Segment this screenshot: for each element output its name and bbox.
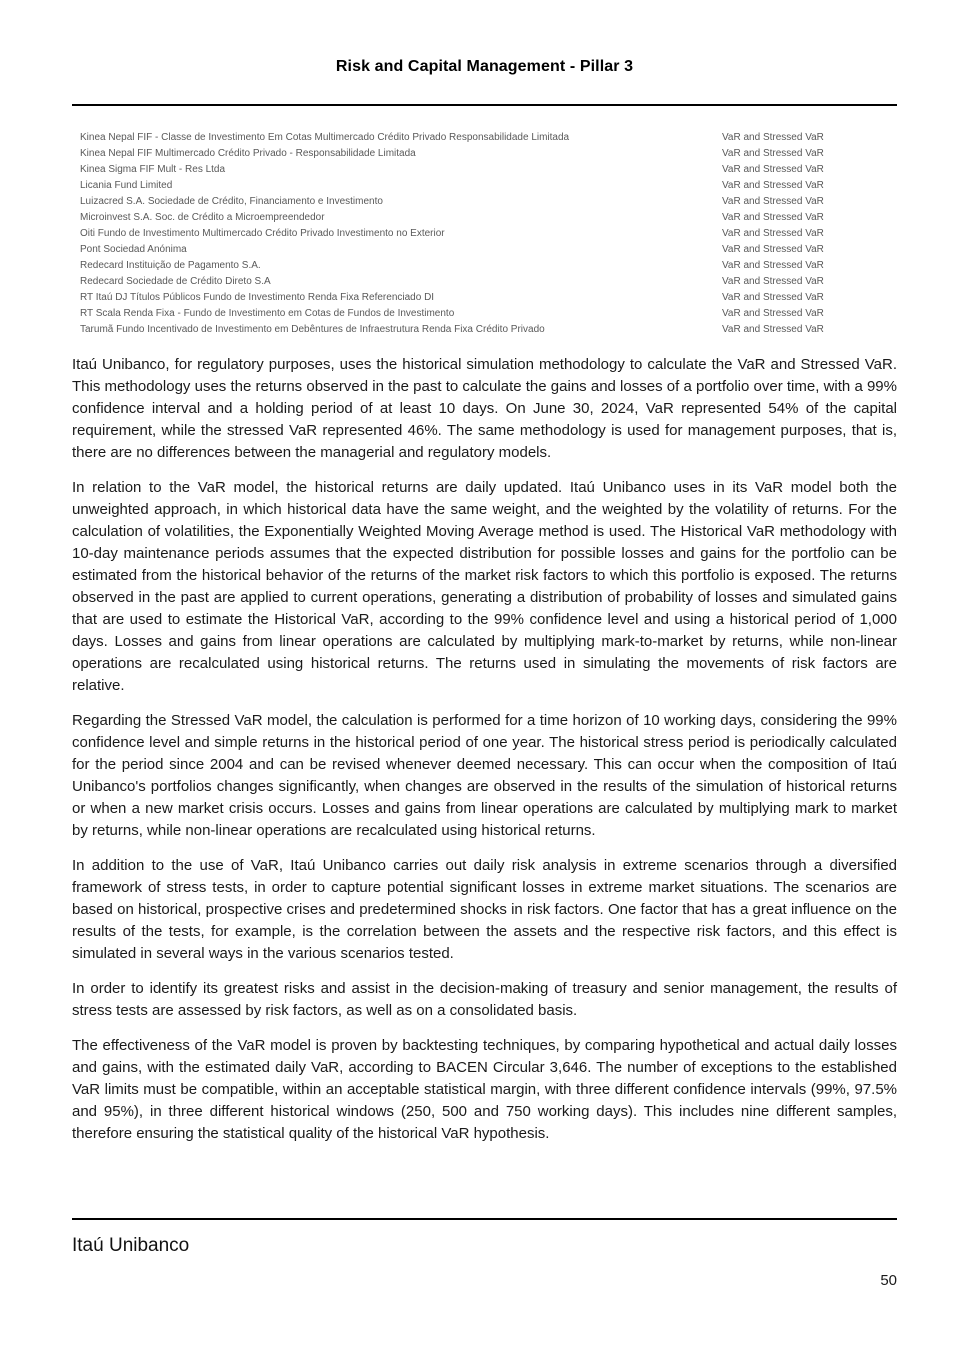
body-paragraph: In order to identify its greatest risks and assist in the decision-making of treasury and senior management, the results of stress tests are assessed by risk factors, as well as on a consolidated basis. [72, 980, 897, 1019]
fund-var-label: VaR and Stressed VaR [722, 212, 824, 223]
table-row [80, 146, 897, 162]
fund-name: Redecard Sociedade de Crédito Direto S.A [80, 276, 271, 287]
fund-name: RT Scala Renda Fixa - Fundo de Investimento em Cotas de Fundos de Investimento [80, 308, 455, 319]
table-row [80, 274, 897, 290]
fund-var-label: VaR and Stressed VaR [722, 180, 824, 191]
body-paragraph: In relation to the VaR model, the historical returns are daily updated. Itaú Unibanco uses in its VaR model both the unweighted approach, in which historical data have the same weight, and the weighted by the volatility of returns. For the calculation of volatilities, the Exponentially Weighted Moving Average method is used. The Historical VaR methodology with 10-day maintenance periods assumes that the expected distribution for possible losses and gains for the portfolio can be estimated from the historical behavior of the returns of the market risk factors to which this portfolio is exposed. The returns observed in the past are applied to current operations, generating a distribution of probability of losses and simulated gains that are used to estimate the Historical VaR, according to the 99% confidence level and using a historical period of 1,000 days. Losses and gains from linear operations are calculated by multiplying mark-to-market by returns, while non-linear operations are recalculated using historical returns. The returns used in simulating the movements of risk factors are relative. [72, 479, 897, 694]
footer-rule [72, 1218, 897, 1220]
table-row [80, 162, 897, 178]
fund-name: Kinea Nepal FIF Multimercado Crédito Privado - Responsabilidade Limitada [80, 148, 416, 159]
page-number: 50 [880, 1272, 897, 1289]
body-paragraph: Regarding the Stressed VaR model, the calculation is performed for a time horizon of 10 working days, considering the 99% confidence level and simple returns in the historical period of one year. The historical stress period is periodically calculated for the period since 2004 and can be revised whenever deemed necessary. This can occur when the composition of Itaú Unibanco's portfolios changes significantly, when changes are observed in the results of the simulation of historical returns or when a new market crisis occurs. Losses and gains from linear operations are calculated by multiplying mark to market by returns, while non-linear operations are recalculated using historical returns. [72, 712, 897, 839]
fund-var-label: VaR and Stressed VaR [722, 292, 824, 303]
fund-var-label: VaR and Stressed VaR [722, 260, 824, 271]
fund-var-label: VaR and Stressed VaR [722, 244, 824, 255]
fund-name: Licania Fund Limited [80, 180, 173, 191]
table-row [80, 226, 897, 242]
header-rule [72, 104, 897, 106]
fund-var-label: VaR and Stressed VaR [722, 132, 824, 143]
fund-var-label: VaR and Stressed VaR [722, 228, 824, 239]
fund-name: Luizacred S.A. Sociedade de Crédito, Financiamento e Investimento [80, 196, 383, 207]
fund-name: Kinea Nepal FIF - Classe de Investimento Em Cotas Multimercado Crédito Privado Responsabilidade Limitada [80, 132, 570, 143]
page-footer [72, 1218, 897, 1257]
fund-name: Tarumã Fundo Incentivado de Investimento em Debêntures de Infraestrutura Renda Fixa Crédito Privado [80, 324, 545, 335]
page-content [72, 0, 897, 1158]
fund-name: Kinea Sigma FIF Mult - Res Ltda [80, 164, 226, 175]
fund-name: Microinvest S.A. Soc. de Crédito a Microempreendedor [80, 212, 325, 223]
table-row [80, 258, 897, 274]
table-row [80, 194, 897, 210]
table-row [80, 306, 897, 322]
fund-var-label: VaR and Stressed VaR [722, 308, 824, 319]
fund-var-label: VaR and Stressed VaR [722, 164, 824, 175]
fund-name: Redecard Instituição de Pagamento S.A. [80, 260, 261, 271]
fund-name: RT Itaú DJ Títulos Públicos Fundo de Investimento Renda Fixa Referenciado DI [80, 292, 435, 303]
body-paragraph: Itaú Unibanco, for regulatory purposes, uses the historical simulation methodology to calculate the VaR and Stressed VaR. This methodology uses the returns observed in the past to calculate the gains and losses of a portfolio over time, with a 99% confidence interval and a holding period of at least 10 days. On June 30, 2024, VaR represented 54% of the capital requirement, while the stressed VaR represented 46%. The same methodology is used for management purposes, that is, there are no differences between the managerial and regulatory models. [72, 356, 897, 461]
page-header-title: Risk and Capital Management - Pillar 3 [335, 58, 634, 75]
table-row [80, 210, 897, 226]
fund-var-label: VaR and Stressed VaR [722, 148, 824, 159]
table-row [80, 290, 897, 306]
fund-var-label: VaR and Stressed VaR [722, 196, 824, 207]
table-row [80, 322, 897, 338]
body-paragraph: In addition to the use of VaR, Itaú Unibanco carries out daily risk analysis in extreme scenarios through a diversified framework of stress tests, in order to capture potential significant losses in extreme market situations. The scenarios are based on historical, prospective crises and predetermined shocks in risk factors. One factor that has a great influence on the results of the tests, for example, is the correlation between the assets and the respective risk factors, and this effect is simulated in several ways in the various scenarios tested. [72, 857, 897, 962]
fund-name: Pont Sociedad Anónima [80, 244, 187, 255]
body-text [72, 354, 897, 1145]
body-paragraph: The effectiveness of the VaR model is proven by backtesting techniques, by comparing hypothetical and actual daily losses and gains, with the estimated daily VaR, according to BACEN Circular 3,646. The number of exceptions to the established VaR limits must be compatible, within an acceptable statistical margin, with three different confidence intervals (99%, 97.5% and 95%), in three different historical windows (250, 500 and 750 working days). This includes nine different samples, therefore ensuring the statistical quality of the historical VaR hypothesis. [72, 1037, 897, 1142]
table-row [80, 242, 897, 258]
fund-var-label: VaR and Stressed VaR [722, 324, 824, 335]
table-row [80, 130, 897, 146]
footer-brand: Itaú Unibanco [72, 1235, 190, 1256]
table-row [80, 178, 897, 194]
fund-table [72, 130, 897, 338]
fund-var-label: VaR and Stressed VaR [722, 276, 824, 287]
fund-name: Oiti Fundo de Investimento Multimercado Crédito Privado Investimento no Exterior [80, 228, 445, 239]
